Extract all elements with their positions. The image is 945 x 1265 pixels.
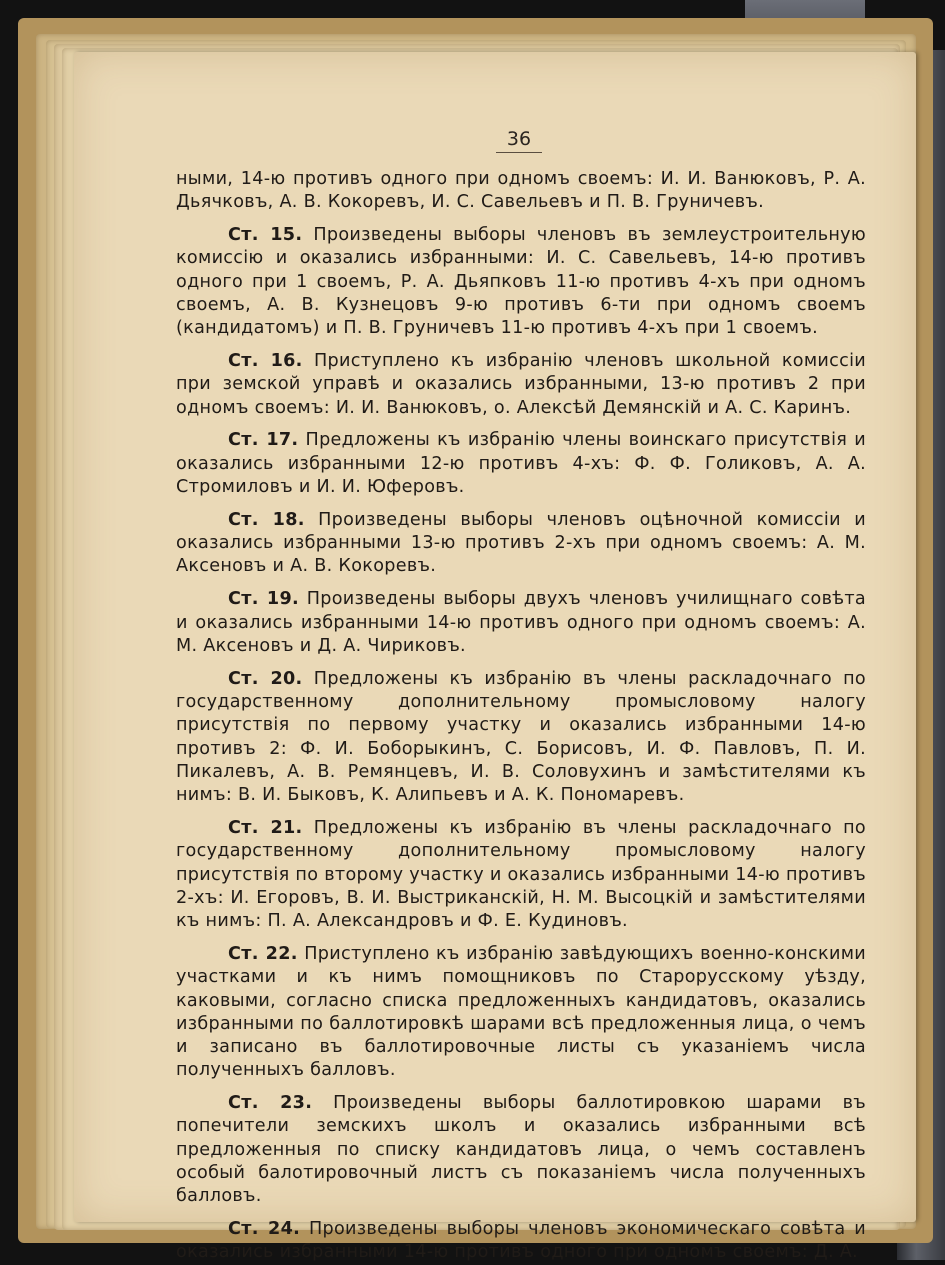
article-label: Ст. 22. [228,943,298,964]
paragraph-continuation [176,168,866,215]
article-text: Произведены выборы членовъ въ землеустроительную комиссію и оказались избранными: И. С. Савельевъ, 14-ю противъ одного при 1 своемъ, Р. А. Дьяпковъ 11-ю противъ 4-хъ при одномъ своемъ, А. В. Кузнецовъ 9-ю противъ 6-ти при одномъ своемъ (кандидатомъ) и П. В. Груничевъ 11-ю противъ 4-хъ при 1 своемъ. [176,225,866,339]
article-text: Предложены къ избранію члены воинскаго присутствія и оказались избранными 12-ю противъ 4-хъ: Ф. Ф. Голиковъ, А. А. Стромиловъ и И. И. Юферовъ. [176,430,867,498]
article-label: Ст. 18. [228,509,305,530]
article-text: Произведены выборы баллотировкою шарами въ попечители земскихъ школъ и оказались избранными всѣ предложенныя по списку кандидатовъ лица, о чемъ составленъ особый балотировочный листъ съ показаніемъ числа полученныхъ балловъ. [176,1093,866,1207]
article-22 [176,943,866,1083]
article-24 [176,1218,866,1265]
article-label: Ст. 17. [228,430,299,451]
body-text [176,168,866,1265]
article-19 [176,588,866,658]
article-label: Ст. 21. [228,817,303,838]
article-label: Ст. 20. [228,668,303,689]
article-16 [176,350,866,420]
article-label: Ст. 15. [228,225,303,246]
article-text: Произведены выборы членовъ оцѣночной комиссіи и оказались избранными 13-ю противъ 2-хъ при одномъ своемъ: А. М. Аксеновъ и А. В. Кокоревъ. [176,509,866,577]
paragraph-text: ными, 14-ю противъ одного при одномъ своемъ: И. И. Ванюковъ, Р. А. Дьячковъ, А. В. Кокоревъ, И. С. Савельевъ и П. В. Груничевъ. [176,169,866,213]
article-21 [176,817,866,933]
article-text: Предложены къ избранію въ члены раскладочнаго по государственному дополнительному промысловому налогу присутствія по первому участку и оказались избранными 14-ю противъ 2: Ф. И. Боборыкинъ, С. Борисовъ, И. Ф. Павловъ, П. И. Пикалевъ, А. В. Ремянцевъ, И. В. Соловухинъ и замѣстителями къ нимъ: В. И. Быковъ, К. Алипьевъ и А. К. Пономаревъ. [176,668,866,806]
article-20 [176,668,866,808]
article-text: Приступлено къ избранію членовъ школьной комиссіи при земской управѣ и оказались избранными, 13-ю противъ 2 при одномъ своемъ: И. И. Ванюковъ, о. Алексѣй Демянскій и А. С. Каринъ. [176,351,866,418]
article-label: Ст. 16. [228,351,303,372]
article-17 [176,429,866,499]
article-label: Ст. 19. [228,589,300,610]
article-label: Ст. 23. [228,1093,313,1114]
article-label: Ст. 24. [228,1219,301,1240]
article-text: Произведены выборы членовъ экономическаго совѣта и оказались избранными 14-ю противъ одного при одномъ своемъ: Д. А. [176,1219,866,1263]
article-15 [176,224,866,340]
article-text: Предложены къ избранію въ члены раскладочнаго по государственному дополнительному промысловому налогу присутствія по второму участку и оказались избранными 14-ю противъ 2-хъ: И. Егоровъ, В. И. Выстриканскій, Н. М. Высоцкій и замѣстителями къ нимъ: П. А. Александровъ и Ф. Е. Кудиновъ. [176,817,866,932]
article-text: Произведены выборы двухъ членовъ училищнаго совѣта и оказались избранными 14-ю противъ одного при одномъ своемъ: А. М. Аксеновъ и Д. А. Чириковъ. [176,589,867,656]
article-18 [176,509,866,579]
page-number: 36 [496,128,542,153]
article-23 [176,1092,866,1208]
article-text: Приступлено къ избранію завѣдующихъ военно-конскими участками и къ нимъ помощниковъ по Старорусскому уѣзду, каковыми, согласно списка предложенныхъ кандидатовъ, оказались избранными по баллотировкѣ шарами всѣ предложенныя лица, о чемъ и записано въ баллотировочные листы съ указаніемъ числа полученныхъ балловъ. [176,943,866,1081]
